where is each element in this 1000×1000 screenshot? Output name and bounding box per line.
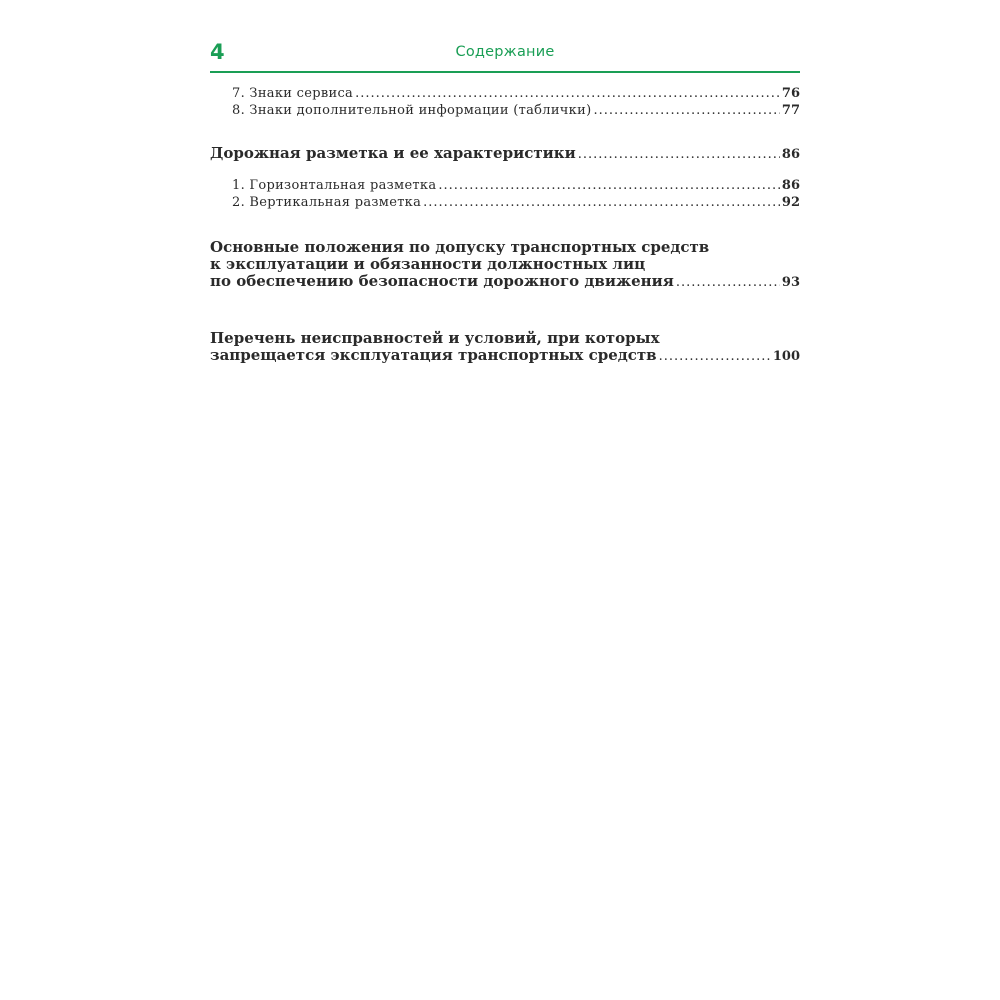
toc-section-line: Перечень неисправностей и условий, при которых [210,329,660,347]
toc-section-line: по обеспечению безопасности дорожного движения [210,272,674,290]
toc-section-page: 100 [772,349,800,364]
toc-entry[interactable] [210,194,800,211]
toc-entry-page: 76 [781,86,800,101]
toc-section-line: запрещается эксплуатация транспортных средств [210,346,657,364]
toc-section-last-line [210,273,800,291]
toc-entry-page: 77 [781,103,800,118]
toc-entry-page: 92 [781,195,800,210]
toc-entry[interactable] [210,85,800,102]
toc-entry-label: 2. Вертикальная разметка [232,195,422,210]
toc-section-page: 86 [781,147,800,162]
toc-section-marking[interactable] [210,145,800,163]
toc-section-page: 93 [781,275,800,290]
leader-dots [659,347,771,365]
page-header [210,40,800,74]
leader-dots [355,85,780,102]
toc-entry-label: 1. Горизонтальная разметка [232,178,437,193]
toc-section-label: Дорожная разметка и ее характеристики [210,144,576,162]
toc-section-faults[interactable] [210,330,800,365]
toc-section-last-line [210,347,800,365]
toc-entry-page: 86 [781,178,800,193]
leader-dots [676,273,780,291]
toc-section-line: к эксплуатации и обязанности должностных лиц [210,255,646,273]
header-rule [210,71,800,73]
toc-entry-label: 8. Знаки дополнительной информации (таблички) [232,103,592,118]
leader-dots [438,177,780,194]
toc-marking-group [210,145,800,211]
table-of-contents [210,85,800,365]
leader-dots [578,145,780,163]
toc-section-line: Основные положения по допуску транспортных средств [210,238,710,256]
toc-section-admission[interactable] [210,239,800,291]
toc-entry-label: 7. Знаки сервиса [232,86,354,101]
toc-entry[interactable] [210,102,800,119]
toc-signs-group [210,85,800,119]
section-title: Содержание [455,44,555,60]
leader-dots [423,194,780,211]
leader-dots [593,102,779,119]
page-number: 4 [210,40,225,64]
toc-entry[interactable] [210,177,800,194]
